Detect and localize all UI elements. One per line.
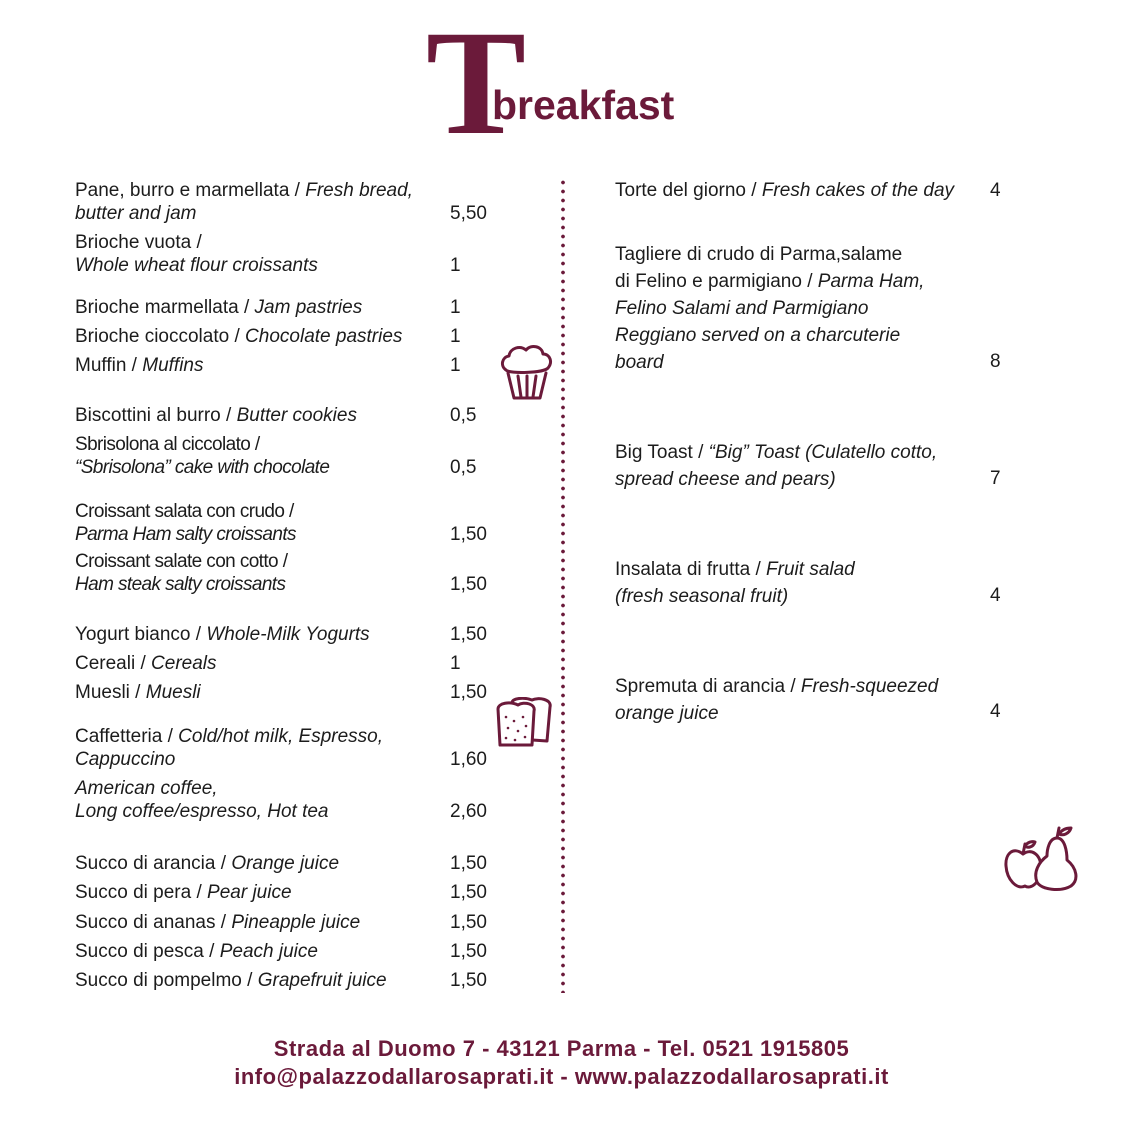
item-english: Fresh-squeezed <box>800 676 939 697</box>
item-italian: Croissant salata con crudo <box>75 501 285 522</box>
item-english: Fresh cakes of the day <box>761 180 955 201</box>
item-english: Parma Ham, <box>817 271 925 292</box>
menu-item: Succo di pera / Pear juice <box>75 882 292 903</box>
item-price: 1,50 <box>450 524 487 545</box>
footer-address: Strada al Duomo 7 - 43121 Parma - Tel. 0521 1915805 <box>273 1036 850 1061</box>
menu-item: Croissant salate con cotto / Ham steak salty croissants <box>75 551 288 595</box>
item-english: “Big” Toast (Culatello cotto, <box>708 442 938 463</box>
menu-item: Biscottini al burro / Butter cookies <box>75 405 357 426</box>
item-english: Cappuccino <box>75 749 176 770</box>
item-english: American coffee, <box>75 778 218 799</box>
item-italian: Insalata di frutta <box>615 559 751 580</box>
item-italian: Brioche vuota <box>75 232 192 253</box>
item-english: Cold/hot milk, Espresso, <box>178 726 384 747</box>
item-english: Orange juice <box>231 853 340 874</box>
menu-item: Muesli / Muesli <box>75 682 201 703</box>
item-english: Pineapple juice <box>231 912 361 933</box>
item-price: 1,50 <box>450 970 487 991</box>
item-italian: Tagliere di crudo di Parma,salame <box>615 244 903 265</box>
menu-item: Brioche marmellata / Jam pastries <box>75 297 363 318</box>
menu-item: Pane, burro e marmellata / Fresh bread, butter and jam <box>75 180 413 224</box>
item-english: Jam pastries <box>254 297 363 318</box>
item-price: 1,50 <box>450 882 487 903</box>
item-price: 0,5 <box>450 457 477 478</box>
menu-item: Insalata di frutta / Fruit salad (fresh seasonal fruit) <box>615 559 855 607</box>
item-english: (fresh seasonal fruit) <box>615 586 789 607</box>
item-english: Peach juice <box>219 941 318 962</box>
item-italian: Succo di arancia <box>75 853 216 874</box>
apple-pear-icon <box>1003 824 1079 894</box>
item-price: 1,50 <box>450 912 487 933</box>
toast-icon <box>494 697 556 749</box>
menu-item: Succo di arancia / Orange juice <box>75 853 340 874</box>
menu-item: Brioche cioccolato / Chocolate pastries <box>75 326 403 347</box>
item-italian: Big Toast <box>615 442 693 463</box>
item-english: Fruit salad <box>766 559 855 580</box>
item-italian: Cereali <box>75 653 136 674</box>
item-english: Ham steak salty croissants <box>75 574 286 595</box>
item-english: Grapefruit juice <box>257 970 387 991</box>
menu-item: Succo di pompelmo / Grapefruit juice <box>75 970 387 991</box>
item-price: 1,50 <box>450 574 487 595</box>
item-italian: Brioche marmellata <box>75 297 239 318</box>
item-price: 1,60 <box>450 749 487 770</box>
menu-item: Croissant salata con crudo / Parma Ham salty croissants <box>75 501 296 545</box>
item-english: Butter cookies <box>236 405 357 426</box>
item-english: Fresh bread, <box>305 180 413 201</box>
item-english: Reggiano served on a charcuterie <box>615 325 901 346</box>
item-price: 1,50 <box>450 682 487 703</box>
item-italian: Sbrisolona al ciccolato <box>75 434 251 455</box>
item-price: 1 <box>450 255 461 276</box>
item-italian: Muffin <box>75 355 127 376</box>
item-italian: Brioche cioccolato <box>75 326 230 347</box>
menu-item: Sbrisolona al ciccolato / “Sbrisolona” cake with chocolate <box>75 434 330 478</box>
item-price: 8 <box>990 351 1001 372</box>
item-price: 1,50 <box>450 853 487 874</box>
item-italian: Croissant salate con cotto <box>75 551 279 572</box>
item-italian: Succo di pesca <box>75 941 204 962</box>
item-price: 5,50 <box>450 203 487 224</box>
menu-item: Tagliere di crudo di Parma,salame di Felino e parmigiano / Parma Ham, Felino Salami and Parmigiano Reggiano served on a charcuterie board <box>615 244 925 373</box>
item-english: Chocolate pastries <box>245 326 403 347</box>
item-english: Whole wheat flour croissants <box>75 255 318 276</box>
menu-item: Brioche vuota / Whole wheat flour croissants <box>75 232 318 276</box>
menu-item <box>75 777 329 823</box>
item-price: 2,60 <box>450 801 487 822</box>
item-price: 4 <box>990 180 1001 201</box>
item-price: 1 <box>450 297 461 318</box>
menu-item: Cereali / Cereals <box>75 653 217 674</box>
item-price: 1 <box>450 355 461 376</box>
menu-item: Torte del giorno / Fresh cakes of the day <box>615 180 955 201</box>
item-italian: Succo di pera <box>75 882 192 903</box>
menu-item: Spremuta di arancia / Fresh-squeezed orange juice <box>615 676 939 724</box>
title-initial: T <box>426 0 527 166</box>
item-price: 7 <box>990 468 1001 489</box>
item-english: Long coffee/espresso, Hot tea <box>75 801 329 822</box>
item-italian: Torte del giorno <box>615 180 746 201</box>
item-english: Cereals <box>151 653 217 674</box>
item-english: butter and jam <box>75 203 197 224</box>
item-italian: Yogurt bianco <box>75 624 191 645</box>
column-divider <box>561 178 565 993</box>
item-price: 1,50 <box>450 941 487 962</box>
item-english: Whole-Milk Yogurts <box>206 624 370 645</box>
item-italian: Caffetteria <box>75 726 163 747</box>
item-english: “Sbrisolona” cake with chocolate <box>75 457 330 478</box>
muffin-icon <box>498 340 556 404</box>
item-english: Felino Salami and Parmigiano <box>615 298 869 319</box>
item-english: board <box>615 352 664 373</box>
item-english: Parma Ham salty croissants <box>75 524 296 545</box>
menu-item: Big Toast / “Big” Toast (Culatello cotto, spread cheese and pears) <box>615 442 938 490</box>
item-english: orange juice <box>615 703 719 724</box>
item-italian: Biscottini al burro <box>75 405 221 426</box>
item-italian: di Felino e parmigiano <box>615 271 802 292</box>
item-price: 1 <box>450 653 461 674</box>
item-english: Muesli <box>145 682 201 703</box>
item-english: Muffins <box>142 355 204 376</box>
item-italian: Spremuta di arancia <box>615 676 786 697</box>
item-english: Pear juice <box>207 882 292 903</box>
item-italian: Succo di ananas <box>75 912 216 933</box>
item-price: 4 <box>990 585 1001 606</box>
item-price: 1 <box>450 326 461 347</box>
menu-item: Muffin / Muffins <box>75 355 204 376</box>
item-price: 4 <box>990 701 1001 722</box>
menu-item: Succo di pesca / Peach juice <box>75 941 318 962</box>
footer-contacts: info@palazzodallarosaprati.it - www.palazzodallarosaprati.it <box>234 1064 889 1089</box>
item-italian: Pane, burro e marmellata <box>75 180 290 201</box>
page-title: breakfast <box>492 82 675 128</box>
item-italian: Muesli <box>75 682 130 703</box>
item-english: spread cheese and pears) <box>615 469 836 490</box>
item-price: 1,50 <box>450 624 487 645</box>
menu-item: Yogurt bianco / Whole-Milk Yogurts <box>75 624 370 645</box>
menu-item: Succo di ananas / Pineapple juice <box>75 912 361 933</box>
item-italian: Succo di pompelmo <box>75 970 242 991</box>
item-price: 0,5 <box>450 405 477 426</box>
menu-item: Caffetteria / Cold/hot milk, Espresso, Cappuccino <box>75 726 384 770</box>
